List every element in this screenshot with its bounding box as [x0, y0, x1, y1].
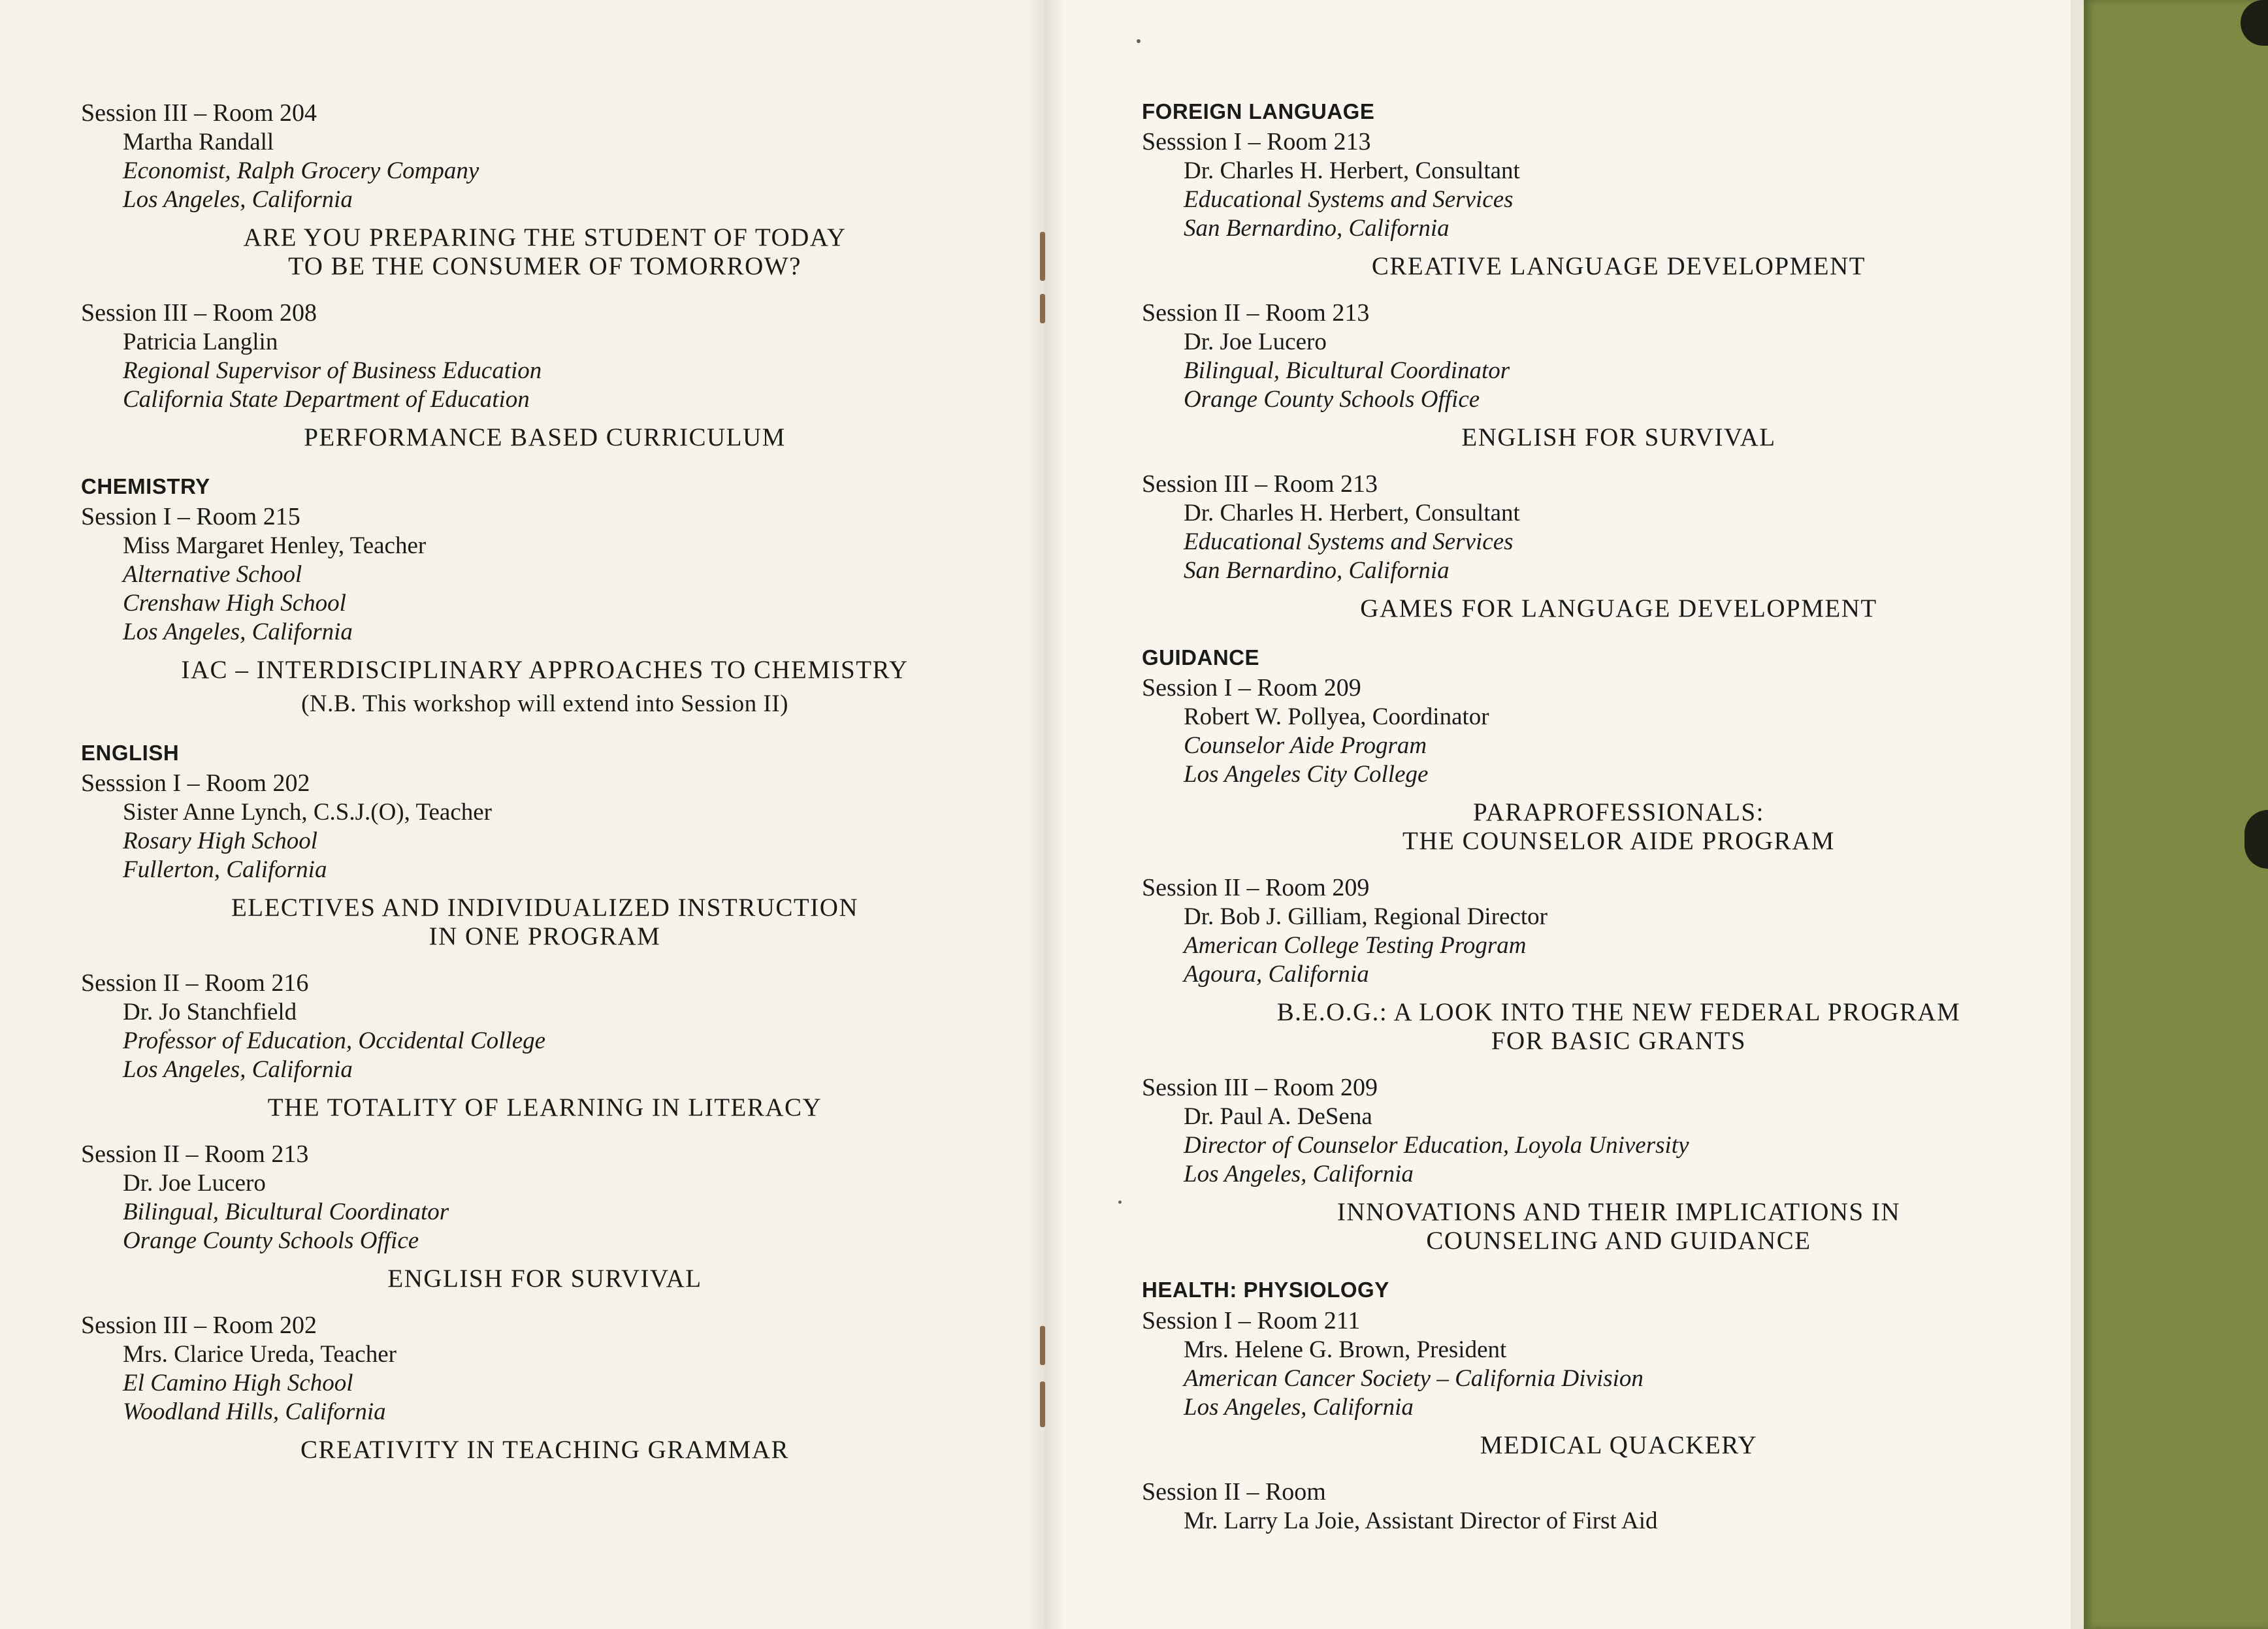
speaker-affiliation: Bilingual, Bicultural Coordinator: [123, 1199, 449, 1226]
speaker-details: [1142, 1103, 2043, 1189]
speaker-affiliation: California State Department of Education: [123, 386, 530, 413]
punch-hole: [2241, 0, 2268, 46]
speaker-details: [1142, 157, 2043, 243]
speaker-details: [81, 128, 956, 214]
topic-line: ENGLISH FOR SURVIVAL: [387, 1265, 702, 1293]
staple: [1040, 294, 1045, 323]
workshop-topic: [1142, 798, 2043, 856]
staple: [1040, 1326, 1045, 1365]
section-heading: HEALTH: PHYSIOLOGY: [1142, 1278, 1389, 1302]
workshop-entry: [81, 472, 956, 718]
session-room: Session II – Room 213: [1142, 299, 1370, 327]
workshop-entry: [1142, 1073, 2043, 1255]
workshop-topic: [81, 1436, 956, 1464]
speaker-affiliation: El Camino High School: [123, 1370, 353, 1397]
topic-line: GAMES FOR LANGUAGE DEVELOPMENT: [1360, 594, 1877, 623]
workshop-topic: [81, 423, 956, 452]
speaker-affiliation: Orange County Schools Office: [1184, 386, 1480, 413]
workshop-topic: [81, 656, 956, 718]
workshop-entry: [1142, 97, 2043, 281]
workshop-topic: [1142, 1198, 2043, 1255]
topic-line: IN ONE PROGRAM: [429, 922, 661, 951]
speaker-name: Miss Margaret Henley, Teacher: [123, 532, 427, 560]
speaker-affiliation: Counselor Aide Program: [1184, 732, 1427, 760]
speaker-details: [1142, 703, 2043, 789]
speaker-details: [81, 1169, 956, 1255]
speaker-affiliation: Rosary High School: [123, 828, 318, 855]
speaker-affiliation: Regional Supervisor of Business Education: [123, 357, 542, 384]
speaker-name: Patricia Langlin: [123, 329, 278, 355]
speaker-affiliation: Educational Systems and Services: [1184, 186, 1514, 214]
speaker-name: Dr. Bob J. Gilliam, Regional Director: [1184, 903, 1547, 931]
cover-inner-edge: [2071, 0, 2085, 1629]
workshop-entry: [81, 298, 956, 452]
speaker-name: Dr. Charles H. Herbert, Consultant: [1184, 500, 1520, 527]
speaker-name: Dr. Paul A. DeSena: [1184, 1103, 1372, 1131]
speaker-affiliation: Professor of Education, Occidental College: [123, 1027, 546, 1055]
speaker-details: [1142, 328, 2043, 414]
section-heading: CHEMISTRY: [81, 474, 210, 498]
topic-note: (N.B. This workshop will extend into Session II): [301, 690, 788, 718]
session-room: Session III – Room 202: [81, 1312, 317, 1340]
workshop-entry: [1142, 643, 2043, 856]
workshop-entry: [1142, 469, 2043, 623]
paper-speck: [1118, 1201, 1122, 1204]
speaker-details: [81, 798, 956, 884]
topic-line: COUNSELING AND GUIDANCE: [1426, 1227, 1811, 1255]
session-room: Session II – Room 209: [1142, 874, 1370, 902]
binding-gutter: [1026, 0, 1065, 1629]
session-room: Sesssion I – Room 213: [1142, 128, 1371, 156]
speaker-details: [81, 1340, 956, 1427]
workshop-entry: [1142, 298, 2043, 452]
workshop-entry: [81, 738, 956, 951]
topic-line: THE TOTALITY OF LEARNING IN LITERACY: [267, 1093, 822, 1122]
section-heading: ENGLISH: [81, 741, 180, 766]
speaker-name: Martha Randall: [123, 129, 274, 155]
session-room: Session III – Room 209: [1142, 1074, 1378, 1102]
session-room: Session III – Room 213: [1142, 470, 1378, 498]
session-room: Session I – Room 211: [1142, 1306, 1361, 1334]
workshop-topic: [81, 1265, 956, 1293]
section-heading: FOREIGN LANGUAGE: [1142, 99, 1375, 123]
session-room: Session III – Room 204: [81, 99, 317, 127]
speaker-affiliation: Woodland Hills, California: [123, 1398, 386, 1426]
speaker-affiliation: Los Angeles, California: [123, 186, 353, 213]
speaker-affiliation: San Bernardino, California: [1184, 215, 1450, 242]
workshop-topic: [81, 223, 956, 281]
speaker-affiliation: Los Angeles City College: [1184, 761, 1429, 788]
speaker-affiliation: Crenshaw High School: [123, 590, 346, 617]
workshop-entry: [81, 98, 956, 281]
workshop-entry: [1142, 873, 2043, 1056]
workshop-topic: [81, 894, 956, 951]
workshop-entry: [81, 1139, 956, 1293]
speaker-details: [81, 532, 956, 647]
session-room: Session II – Room 213: [81, 1140, 309, 1169]
speaker-name: Dr. Joe Lucero: [123, 1170, 266, 1197]
session-room: Session II – Room 216: [81, 969, 309, 997]
staple: [1040, 1381, 1045, 1427]
punch-hole: [2244, 810, 2268, 869]
workshop-topic: [81, 1093, 956, 1122]
speaker-affiliation: Orange County Schools Office: [123, 1227, 419, 1255]
workshop-topic: [1142, 252, 2043, 281]
workshop-entry: [81, 1310, 956, 1464]
section-heading: GUIDANCE: [1142, 645, 1260, 670]
speaker-affiliation: Los Angeles, California: [1184, 1393, 1414, 1421]
speaker-affiliation: Los Angeles, California: [123, 619, 353, 646]
speaker-details: [1142, 1336, 2043, 1422]
topic-line: B.E.O.G.: A LOOK INTO THE NEW FEDERAL PROGRAM: [1276, 998, 1961, 1027]
speaker-details: [81, 998, 956, 1084]
topic-line: ARE YOU PREPARING THE STUDENT OF TODAY: [243, 223, 847, 251]
speaker-name: Dr. Charles H. Herbert, Consultant: [1184, 157, 1520, 185]
session-room: Session III – Room 208: [81, 299, 317, 327]
speaker-affiliation: Director of Counselor Education, Loyola University: [1184, 1132, 1689, 1159]
session-room: Session I – Room 215: [81, 503, 300, 531]
speaker-affiliation: American College Testing Program: [1184, 932, 1527, 960]
speaker-details: [1142, 903, 2043, 989]
speaker-name: Mrs. Clarice Ureda, Teacher: [123, 1341, 397, 1368]
speaker-name: Dr. Jo Stanchfield: [123, 999, 297, 1026]
speaker-affiliation: Agoura, California: [1184, 961, 1369, 988]
topic-line: FOR BASIC GRANTS: [1491, 1027, 1747, 1056]
speaker-details: [81, 328, 956, 414]
speaker-affiliation: Alternative School: [123, 561, 302, 589]
speaker-affiliation: San Bernardino, California: [1184, 557, 1450, 585]
staple: [1040, 232, 1045, 281]
speaker-affiliation: Fullerton, California: [123, 856, 327, 884]
speaker-affiliation: Educational Systems and Services: [1184, 528, 1514, 556]
topic-line: CREATIVITY IN TEACHING GRAMMAR: [300, 1436, 790, 1464]
workshop-entry: [1142, 1477, 2043, 1536]
workshop-topic: [1142, 423, 2043, 452]
session-room: Sesssion I – Room 202: [81, 769, 310, 798]
speaker-affiliation: American Cancer Society – California Division: [1184, 1364, 1644, 1392]
session-room: Session II – Room: [1142, 1477, 1326, 1506]
topic-line: THE COUNSELOR AIDE PROGRAM: [1402, 827, 1835, 856]
speaker-details: [1142, 499, 2043, 585]
topic-line: MEDICAL QUACKERY: [1480, 1430, 1758, 1459]
topic-line: TO BE THE CONSUMER OF TOMORROW?: [288, 252, 802, 280]
workshop-topic: [1142, 594, 2043, 623]
speaker-affiliation: Bilingual, Bicultural Coordinator: [1184, 357, 1510, 385]
speaker-details: [1142, 1507, 2043, 1536]
speaker-affiliation: Economist, Ralph Grocery Company: [123, 157, 479, 184]
speaker-name: Dr. Joe Lucero: [1184, 329, 1327, 356]
workshop-topic: [1142, 1431, 2043, 1460]
topic-line: IAC – INTERDISCIPLINARY APPROACHES TO CHEMISTRY: [181, 656, 909, 685]
left-column: [81, 98, 956, 1481]
speaker-affiliation: Los Angeles, California: [1184, 1161, 1414, 1188]
speaker-name: Mrs. Helene G. Brown, President: [1184, 1336, 1507, 1363]
session-room: Session I – Room 209: [1142, 674, 1361, 702]
speaker-name: Sister Anne Lynch, C.S.J.(O), Teacher: [123, 799, 492, 826]
speaker-affiliation: Los Angeles, California: [123, 1056, 353, 1084]
topic-line: ELECTIVES AND INDIVIDUALIZED INSTRUCTION: [231, 894, 859, 922]
workshop-topic: [1142, 998, 2043, 1056]
topic-line: ENGLISH FOR SURVIVAL: [1461, 423, 1776, 452]
speaker-name: Robert W. Pollyea, Coordinator: [1184, 703, 1489, 731]
right-column: [1142, 97, 2043, 1536]
topic-line: PARAPROFESSIONALS:: [1472, 798, 1765, 827]
speaker-name: Mr. Larry La Joie, Assistant Director of First Aid: [1184, 1507, 1658, 1534]
paper-speck: [1137, 39, 1141, 43]
green-back-cover: [2084, 0, 2268, 1629]
topic-line: INNOVATIONS AND THEIR IMPLICATIONS IN: [1336, 1198, 1901, 1227]
topic-line: CREATIVE LANGUAGE DEVELOPMENT: [1371, 252, 1866, 281]
workshop-entry: [81, 968, 956, 1122]
topic-line: PERFORMANCE BASED CURRICULUM: [304, 423, 786, 451]
workshop-entry: [1142, 1275, 2043, 1459]
